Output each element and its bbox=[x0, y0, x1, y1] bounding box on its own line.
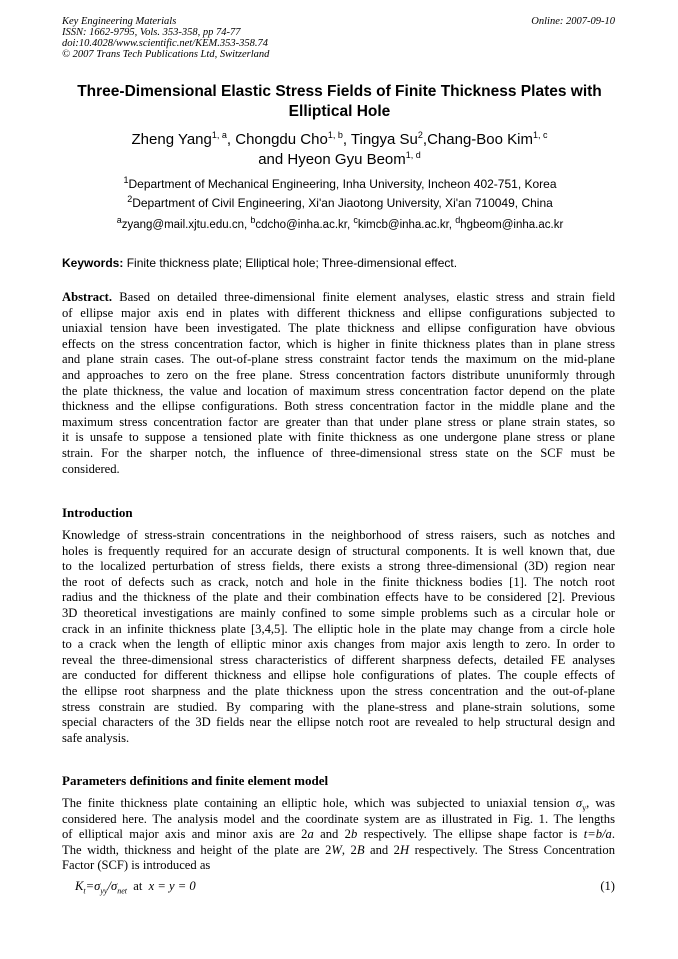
body-line bbox=[62, 843, 615, 859]
author-line-2 bbox=[62, 150, 617, 170]
abstract bbox=[62, 290, 615, 477]
math-symbol: W bbox=[331, 842, 342, 857]
author-name: Chongdu Cho bbox=[235, 131, 328, 148]
journal-header bbox=[62, 16, 269, 60]
author-name: Chang-Boo Kim bbox=[427, 131, 533, 148]
body-line: Knowledge of stress-strain concentrations in the neighborhood of stress raisers, such as notches and bbox=[62, 528, 615, 542]
parameters-body bbox=[62, 796, 615, 874]
journal-name: Key Engineering Materials bbox=[62, 16, 177, 27]
email: hgbeom@inha.ac.kr bbox=[460, 219, 564, 231]
doi-line: doi:10.4028/www.scientific.net/KEM.353-358.74 bbox=[62, 38, 268, 49]
body-line: to a crack when the length of elliptic minor axis changes from major axis length to zero. In order to bbox=[62, 637, 615, 652]
math-symbol: =σ bbox=[85, 879, 101, 893]
body-line: special characters of the 3D fields near the ellipse notch root are revealed to help structural design and bbox=[62, 715, 615, 730]
author-emails bbox=[40, 215, 640, 232]
author-name: Tingya Su bbox=[350, 131, 418, 148]
affiliation-text: Department of Mechanical Engineering, Inha University, Incheon 402-751, Korea bbox=[128, 177, 557, 191]
body-line: to the localized perturbation of stress fields, there exists a strong three-dimensional (3D) region near bbox=[62, 559, 615, 574]
text-run: of elliptical major axis and minor axis are 2 bbox=[62, 827, 308, 842]
abstract-line bbox=[62, 290, 615, 306]
affiliation-2 bbox=[40, 196, 640, 210]
keywords-label: Keywords: bbox=[62, 256, 124, 270]
author-name: Zheng Yang bbox=[131, 131, 212, 148]
affiliation-text: Department of Civil Engineering, Xi'an Jiaotong University, Xi'an 710049, China bbox=[132, 196, 553, 210]
keywords-text: Finite thickness plate; Elliptical hole; Three-dimensional effect. bbox=[126, 256, 458, 270]
equation-word: at bbox=[126, 879, 149, 893]
equation-condition: x = y = 0 bbox=[148, 879, 196, 893]
math-symbol: K bbox=[75, 879, 84, 893]
email: cdcho@inha.ac.kr, bbox=[255, 219, 354, 231]
body-line: considered here. The analysis model and the coordinate system are as illustrated in Fig. 1. The lengths bbox=[62, 811, 615, 826]
body-line: reveal the three-dimensional stress characteristics of different sharpness defects, detailed FE analyses bbox=[62, 652, 615, 667]
issn-line: ISSN: 1662-9795, Vols. 353-358, pp 74-77 bbox=[62, 27, 241, 38]
paper-title bbox=[62, 82, 617, 122]
body-line: are conducted for different thickness and ellipse hole configurations of plates. The couple effects of bbox=[62, 668, 615, 683]
math-symbol: σ bbox=[575, 796, 583, 810]
text-run: respectively. The ellipse shape factor is bbox=[357, 827, 584, 842]
abstract-line: considered. bbox=[62, 461, 120, 476]
text-run: and 2 bbox=[313, 827, 351, 842]
author-affil-mark: 1, d bbox=[405, 150, 421, 160]
author-affil-mark: 2 bbox=[417, 130, 423, 140]
text-run: respectively. The Stress Concentration bbox=[409, 842, 615, 857]
title-line-2: Elliptical Hole bbox=[288, 103, 391, 120]
body-line: radius and the thickness of the plate and their combination effects have to be considered [2]. Previous bbox=[62, 590, 615, 605]
text-run: . bbox=[611, 827, 615, 842]
body-line: stress constrain are studied. By comparing with the plane-stress and plane-strain solutions, some bbox=[62, 699, 615, 714]
author-affil-mark: 1, a bbox=[211, 130, 227, 140]
body-line bbox=[62, 796, 615, 812]
text-run: , was bbox=[586, 796, 615, 810]
abstract-line: uniaxial tension have been investigated. The plate thickness and ellipse configuration have obvious bbox=[62, 321, 615, 336]
email-mark: b bbox=[250, 215, 256, 226]
abstract-line: effects on the stress concentration factor, which is higher in finite thickness plates than in plane stress bbox=[62, 336, 615, 351]
abstract-line: thickness and the ellipse configurations. Both stress concentration factor in the middle plane and the bbox=[62, 399, 615, 414]
introduction-body bbox=[62, 528, 615, 746]
body-line: crack in an infinite thickness plate [3,4,5]. The elliptic hole in the plate may change from a circle hole bbox=[62, 621, 615, 636]
math-subscript: y bbox=[582, 803, 587, 812]
body-line: Factor (SCF) is introduced as bbox=[62, 858, 211, 873]
author-list bbox=[62, 130, 617, 170]
abstract-line: and approaches to zero on the free plane. Stress concentration factors distribute ununiformly through bbox=[62, 367, 615, 382]
equation-1 bbox=[75, 879, 615, 896]
affiliation-1 bbox=[40, 177, 640, 191]
affiliation-mark: 2 bbox=[127, 194, 133, 204]
body-line: 3D theoretical investigations are mainly confined to some simple problems such as a circular hole or bbox=[62, 605, 615, 620]
abstract-line: maximum stress concentration factor are greater than that under plane stress or plane strain states, so bbox=[62, 414, 615, 429]
math-subscript: net bbox=[117, 886, 127, 896]
author-affil-mark: 1, b bbox=[327, 130, 343, 140]
author-line-1: Zheng Yang$^{1, a}$, Chongdu Cho$^{1, b}$, Tingya Su$^2$,Chang-Boo Kim$^{1, c}$ bbox=[131, 130, 548, 148]
text-run: The width, thickness and height of the plate are 2 bbox=[62, 842, 332, 857]
abstract-text: Based on detailed three-dimensional finite element analyses, elastic stress and strain field bbox=[119, 290, 615, 304]
abstract-line: it is unsafe to suppose a tensioned plate with finite thickness as one undergone plane stress or plane bbox=[62, 430, 615, 445]
email-mark: c bbox=[353, 215, 358, 226]
math-symbol: t=b/a bbox=[583, 827, 612, 842]
copyright-line: © 2007 Trans Tech Publications Ltd, Switzerland bbox=[62, 49, 270, 60]
abstract-line: strain. For the sharper notch, the influence of three-dimensional stress state on the SCF must be bbox=[62, 445, 615, 460]
math-symbol: a bbox=[307, 827, 314, 842]
abstract-label: Abstract. bbox=[62, 290, 113, 304]
math-symbol: /σ bbox=[107, 879, 118, 893]
author-affil-mark: 1, c bbox=[532, 130, 548, 140]
body-line: holes is frequently required for an accurate design of structural components. It is well known that, due bbox=[62, 543, 615, 558]
body-line bbox=[62, 827, 615, 843]
affiliation-mark: 1 bbox=[123, 175, 129, 185]
body-line: the ellipse root sharpness and the plate thickness upon the stress concentration and the out-of-plane bbox=[62, 683, 615, 698]
text-run: , 2 bbox=[341, 842, 357, 857]
email: kimcb@inha.ac.kr, bbox=[357, 219, 456, 231]
text-run: and 2 bbox=[364, 842, 400, 857]
math-subscript: yy bbox=[100, 886, 108, 896]
body-line: the root of defects such as crack, notch and hole in the finite thickness bodies [1]. The notch root bbox=[62, 574, 615, 589]
text-run: The finite thickness plate containing an elliptic hole, which was subjected to uniaxial tension bbox=[62, 796, 576, 810]
section-heading-parameters: Parameters definitions and finite element model bbox=[62, 773, 329, 788]
email-mark: d bbox=[455, 215, 461, 226]
keywords bbox=[62, 256, 457, 270]
math-symbol: H bbox=[399, 842, 410, 857]
section-heading-introduction: Introduction bbox=[62, 505, 133, 520]
email: zyang@mail.xjtu.edu.cn, bbox=[121, 219, 251, 231]
title-line-1: Three-Dimensional Elastic Stress Fields of Finite Thickness Plates with bbox=[77, 83, 602, 100]
abstract-line: the plate thickness, the value and location of maximum stress concentration factor depend on the plate bbox=[62, 383, 615, 398]
math-symbol: b bbox=[350, 827, 358, 842]
online-date: Online: 2007-09-10 bbox=[531, 16, 615, 27]
abstract-line: of ellipse major axis end in plates with different thickness and ellipse configurations subjected to bbox=[62, 305, 615, 320]
math-subscript: t bbox=[83, 886, 86, 896]
abstract-line: and plane strain cases. The out-of-plane stress constraint factor tends the maximum on the mid-plane bbox=[62, 352, 615, 367]
body-line: safe analysis. bbox=[62, 730, 130, 745]
author-name: and Hyeon Gyu Beom bbox=[258, 151, 406, 168]
equation-body bbox=[75, 879, 196, 896]
math-symbol: B bbox=[356, 842, 365, 857]
equation-number: (1) bbox=[600, 879, 615, 893]
email-mark: a bbox=[116, 215, 122, 226]
